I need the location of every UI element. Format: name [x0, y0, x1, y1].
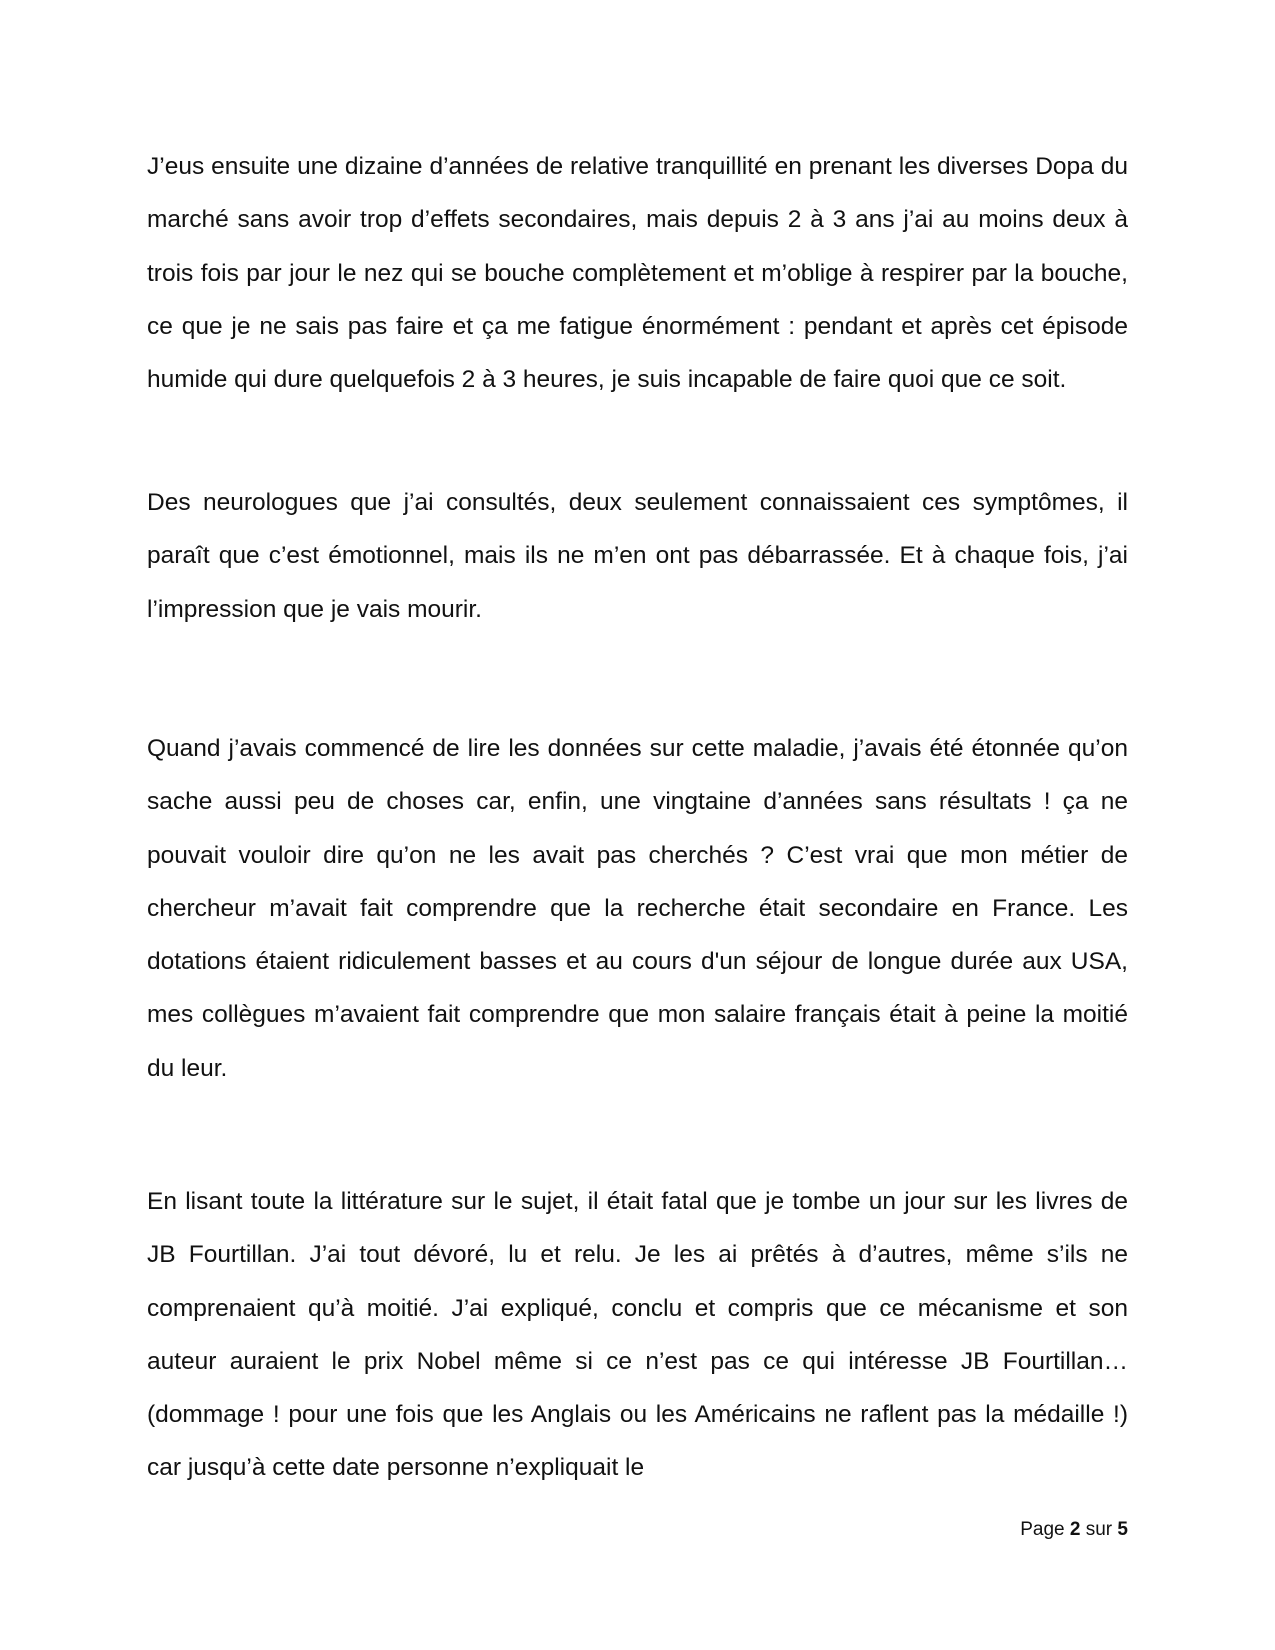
paragraph-1: J’eus ensuite une dizaine d’années de relative tranquillité en prenant les diverses Dopa du marché sans avoir trop d’effets secondaires, mais depuis 2 à 3 ans j’ai au moins deux à trois fois par jour le nez qui se bouche complètement et m’oblige à respirer par la bouche, ce que je ne sais pas faire et ça me fatigue énormément : pendant et après cet épisode humide qui dure quelquefois 2 à 3 heures, je suis incapable de faire quoi que ce soit. — [147, 153, 1128, 394]
page-label: Page — [1020, 1519, 1065, 1540]
total-pages: 5 — [1117, 1519, 1128, 1540]
page-footer — [1020, 1518, 1128, 1542]
of-label: sur — [1085, 1519, 1113, 1540]
paragraph-4: En lisant toute la littérature sur le sujet, il était fatal que je tombe un jour sur les livres de JB Fourtillan. J’ai tout dévoré, lu et relu. Je les ai prêtés à d’autres, même s’ils ne comprenaient qu’à moitié. J’ai expliqué, conclu et compris que ce mécanisme et son auteur auraient le prix Nobel même si ce n’est pas ce qui intéresse JB Fourtillan… (dommage ! pour une fois que les Anglais ou les Américains ne raflent pas la médaille !) car jusqu’à cette date personne n’expliquait le — [147, 1188, 1128, 1482]
page-number: 2 — [1069, 1519, 1081, 1540]
paragraph-2: Des neurologues que j’ai consultés, deux seulement connaissaient ces symptômes, il paraît que c’est émotionnel, mais ils ne m’en ont pas débarrassée. Et à chaque fois, j’ai l’impression que je vais mourir. — [147, 489, 1128, 623]
paragraph-3: Quand j’avais commencé de lire les données sur cette maladie, j’avais été étonnée qu’on sache aussi peu de choses car, enfin, une vingtaine d’années sans résultats ! ça ne pouvait vouloir dire qu’on ne les avait pas cherchés ? C’est vrai que mon métier de chercheur m’avait fait comprendre que la recherche était secondaire en France. Les dotations étaient ridiculement basses et au cours d'un séjour de longue durée aux USA, mes collègues m’avaient fait comprendre que mon salaire français était à peine la moitié du leur. — [147, 735, 1128, 1082]
